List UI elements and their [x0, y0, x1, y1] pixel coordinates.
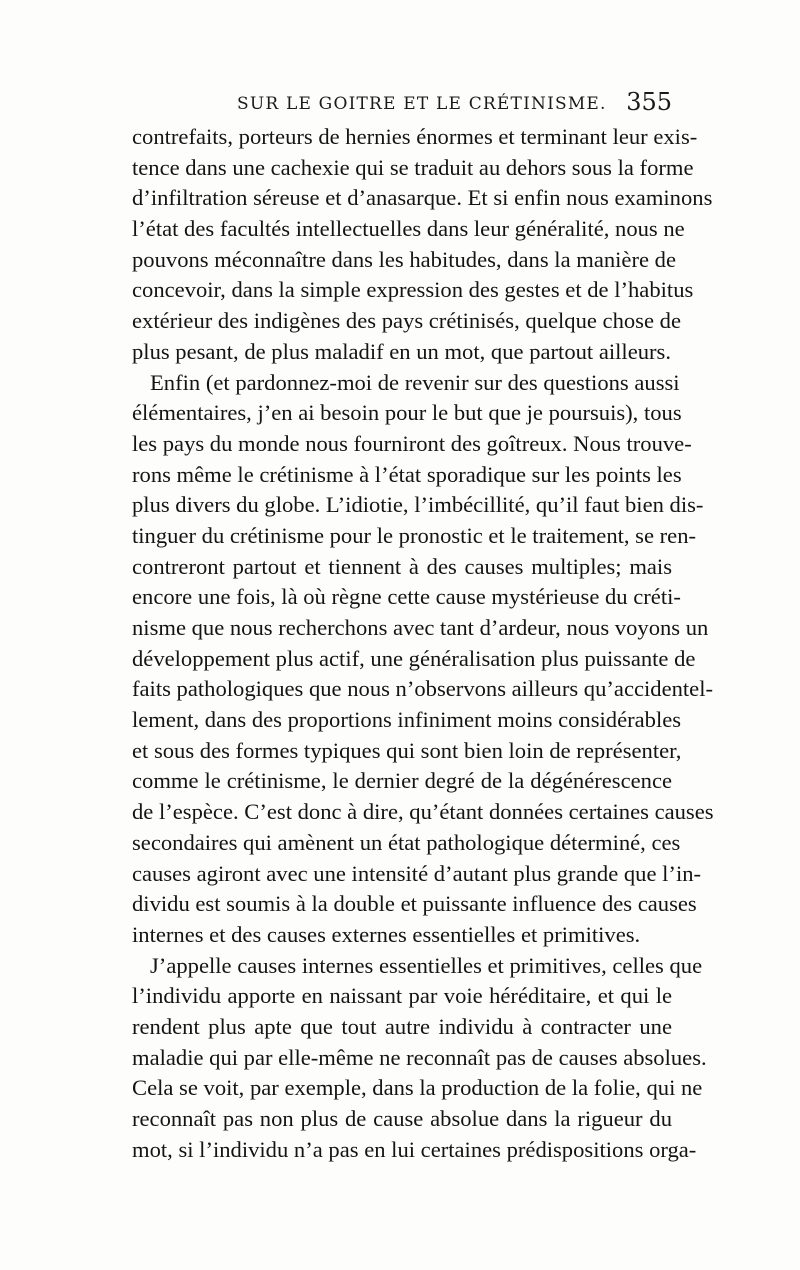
text-line: encore une fois, là où règne cette cause mystérieuse du créti- [132, 584, 681, 610]
text-line: et sous des formes typiques qui sont bien loin de représenter, [132, 737, 682, 763]
text-line: secondaires qui amènent un état pathologique déterminé, ces [132, 829, 681, 855]
text-line: plus divers du globe. L’idiotie, l’imbécillité, qu’il faut bien dis- [132, 492, 704, 518]
text-line: mot, si l’individu n’a pas en lui certaines prédispositions orga- [132, 1136, 697, 1162]
text-line: reconnaît pas non plus de cause absolue dans la rigueur du [132, 1106, 672, 1131]
running-title: SUR LE GOITRE ET LE CRÉTINISME. [237, 94, 607, 114]
text-line: de l’espèce. C’est donc à dire, qu’étant données certaines causes [132, 799, 714, 825]
text-line: l’état des facultés intellectuelles dans leur généralité, nous ne [132, 216, 685, 242]
page-header [132, 88, 672, 118]
text-line: développement plus actif, une généralisation plus puissante de [132, 645, 696, 671]
text-line: J’appelle causes internes essentielles et primitives, celles que [150, 952, 703, 978]
text-line: rendent plus apte que tout autre individu à contracter une [132, 1013, 672, 1039]
body-text [132, 122, 714, 1165]
text-line: contrefaits, porteurs de hernies énormes et terminant leur exis- [132, 124, 698, 149]
text-line: les pays du monde nous fourniront des goîtreux. Nous trouve- [132, 430, 692, 456]
page-number: 355 [626, 88, 672, 116]
text-line: lement, dans des proportions infiniment moins considérables [132, 707, 682, 733]
text-line: plus pesant, de plus maladif en un mot, que partout ailleurs. [132, 338, 671, 364]
text-line: maladie qui par elle-même ne reconnaît pas de causes absolues. [132, 1044, 707, 1070]
text-line: causes agiront avec une intensité d’autant plus grande que l’in- [132, 860, 702, 886]
text-line: tinguer du crétinisme pour le pronostic et le traitement, se ren- [132, 522, 697, 548]
text-line: dividu est soumis à la double et puissante influence des causes [132, 891, 697, 917]
text-line: élémentaires, j’en ai besoin pour le but que je poursuis), tous [132, 400, 682, 426]
text-line: l’individu apporte en naissant par voie héréditaire, et qui le [132, 983, 672, 1009]
text-line: nisme que nous recherchons avec tant d’ardeur, nous voyons un [132, 615, 709, 640]
text-line: Cela se voit, par exemple, dans la production de la folie, qui ne [132, 1075, 703, 1101]
text-line: comme le crétinisme, le dernier degré de la dégénérescence [132, 768, 672, 794]
text-line: tence dans une cachexie qui se traduit au dehors sous la forme [132, 154, 694, 180]
text-line: pouvons méconnaître dans les habitudes, dans la manière de [132, 246, 676, 272]
text-line: internes et des causes externes essentielles et primitives. [132, 921, 641, 947]
text-line: contreront partout et tiennent à des causes multiples; mais [132, 553, 672, 579]
text-line: faits pathologiques que nous n’observons ailleurs qu’accidentel- [132, 676, 714, 702]
text-line: d’infiltration séreuse et d’anasarque. Et si enfin nous examinons [132, 185, 713, 211]
text-line: rons même le crétinisme à l’état sporadique sur les points les [132, 461, 682, 487]
text-line: Enfin (et pardonnez-moi de revenir sur des questions aussi [150, 369, 680, 395]
text-line: concevoir, dans la simple expression des gestes et de l’habitus [132, 277, 694, 303]
text-line: extérieur des indigènes des pays crétinisés, quelque chose de [132, 308, 681, 334]
